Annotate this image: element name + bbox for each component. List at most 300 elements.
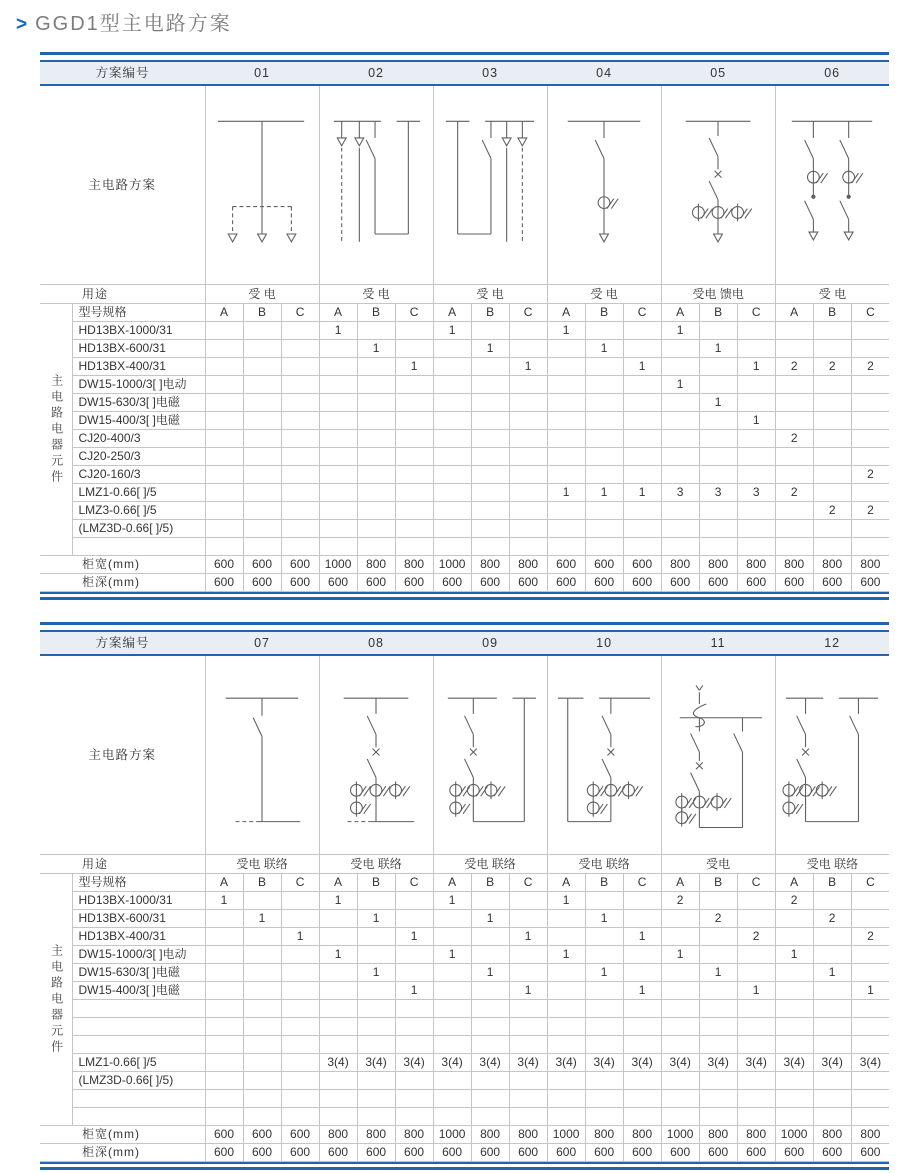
phase-column-header: B bbox=[243, 304, 281, 322]
quantity-cell bbox=[775, 964, 813, 982]
quantity-cell bbox=[623, 502, 661, 520]
quantity-cell bbox=[357, 982, 395, 1000]
quantity-cell bbox=[699, 892, 737, 910]
cabinet-depth-row-value: 600 bbox=[813, 574, 851, 592]
circuit-diagram-07 bbox=[206, 657, 318, 853]
quantity-cell bbox=[319, 448, 357, 466]
model-spec-row bbox=[40, 874, 889, 892]
equipment-label: DW15-400/3[ ]电磁 bbox=[72, 982, 205, 1000]
quantity-cell bbox=[623, 1036, 661, 1054]
phase-column-header: B bbox=[585, 304, 623, 322]
quantity-cell: 1 bbox=[851, 982, 889, 1000]
quantity-cell bbox=[357, 484, 395, 502]
quantity-cell bbox=[395, 1072, 433, 1090]
circuit-diagram-08 bbox=[320, 657, 432, 853]
quantity-cell bbox=[281, 520, 319, 538]
quantity-cell bbox=[851, 910, 889, 928]
quantity-cell bbox=[661, 448, 699, 466]
quantity-cell bbox=[205, 982, 243, 1000]
cabinet-width-row-value: 1000 bbox=[547, 1126, 585, 1144]
quantity-cell bbox=[851, 538, 889, 556]
quantity-cell bbox=[699, 358, 737, 376]
quantity-cell bbox=[205, 322, 243, 340]
quantity-cell bbox=[585, 982, 623, 1000]
scheme-table-grid-2 bbox=[40, 630, 889, 1162]
cabinet-depth-row-value: 600 bbox=[281, 574, 319, 592]
usage-value: 受电 联络 bbox=[775, 855, 889, 874]
scheme-number: 03 bbox=[433, 61, 547, 85]
usage-value: 受电 联络 bbox=[547, 855, 661, 874]
quantity-cell bbox=[395, 1090, 433, 1108]
quantity-cell bbox=[205, 376, 243, 394]
equipment-label: DW15-630/3[ ]电磁 bbox=[72, 394, 205, 412]
equipment-row bbox=[40, 430, 889, 448]
quantity-cell bbox=[661, 928, 699, 946]
quantity-cell bbox=[357, 394, 395, 412]
quantity-cell bbox=[813, 1108, 851, 1126]
quantity-cell bbox=[433, 412, 471, 430]
quantity-cell bbox=[471, 430, 509, 448]
phase-column-header: C bbox=[737, 874, 775, 892]
diagram-row-label: 主电路方案 bbox=[40, 85, 205, 285]
table-bottom-rules bbox=[40, 592, 889, 600]
equipment-label bbox=[72, 538, 205, 556]
quantity-cell bbox=[395, 910, 433, 928]
circuit-diagram-01 bbox=[206, 87, 318, 283]
usage-value: 受电 馈电 bbox=[661, 285, 775, 304]
equipment-row bbox=[40, 946, 889, 964]
quantity-cell bbox=[547, 358, 585, 376]
quantity-cell bbox=[395, 448, 433, 466]
equipment-row bbox=[40, 340, 889, 358]
quantity-cell bbox=[737, 340, 775, 358]
quantity-cell bbox=[623, 340, 661, 358]
phase-column-header: C bbox=[509, 874, 547, 892]
cabinet-width-row-value: 800 bbox=[585, 1126, 623, 1144]
equipment-row bbox=[40, 1090, 889, 1108]
circuit-cell-09 bbox=[433, 655, 547, 855]
cabinet-width-row-value: 1000 bbox=[319, 556, 357, 574]
quantity-cell bbox=[737, 1036, 775, 1054]
scheme-number: 04 bbox=[547, 61, 661, 85]
cabinet-depth-row-value: 600 bbox=[851, 574, 889, 592]
circuit-diagram-11 bbox=[662, 657, 774, 853]
quantity-cell bbox=[547, 520, 585, 538]
cabinet-depth-row-value: 600 bbox=[243, 574, 281, 592]
quantity-cell: 1 bbox=[737, 412, 775, 430]
quantity-cell bbox=[357, 538, 395, 556]
quantity-cell bbox=[585, 412, 623, 430]
quantity-cell bbox=[243, 322, 281, 340]
quantity-cell: 3(4) bbox=[813, 1054, 851, 1072]
quantity-cell bbox=[319, 964, 357, 982]
quantity-cell bbox=[547, 928, 585, 946]
quantity-cell bbox=[813, 982, 851, 1000]
quantity-cell bbox=[471, 1108, 509, 1126]
quantity-cell: 2 bbox=[775, 358, 813, 376]
quantity-cell: 1 bbox=[433, 892, 471, 910]
quantity-cell bbox=[471, 1036, 509, 1054]
quantity-cell bbox=[319, 412, 357, 430]
quantity-cell bbox=[585, 466, 623, 484]
quantity-cell bbox=[395, 538, 433, 556]
equipment-row bbox=[40, 1072, 889, 1090]
quantity-cell bbox=[205, 1018, 243, 1036]
quantity-cell bbox=[471, 502, 509, 520]
quantity-cell: 1 bbox=[319, 322, 357, 340]
cabinet-depth-row-value: 600 bbox=[737, 574, 775, 592]
quantity-cell: 3(4) bbox=[547, 1054, 585, 1072]
quantity-cell bbox=[851, 322, 889, 340]
cabinet-width-row-value: 800 bbox=[395, 556, 433, 574]
usage-value: 受电 联络 bbox=[433, 855, 547, 874]
quantity-cell bbox=[357, 358, 395, 376]
cabinet-depth-row-value: 600 bbox=[471, 574, 509, 592]
phase-column-header: C bbox=[851, 304, 889, 322]
quantity-cell bbox=[661, 520, 699, 538]
quantity-cell bbox=[471, 358, 509, 376]
quantity-cell bbox=[509, 538, 547, 556]
cabinet-depth-row-value: 600 bbox=[775, 1144, 813, 1162]
quantity-cell bbox=[813, 1000, 851, 1018]
cabinet-width-row-value: 800 bbox=[851, 1126, 889, 1144]
quantity-cell bbox=[737, 1000, 775, 1018]
equipment-row bbox=[40, 358, 889, 376]
quantity-cell bbox=[813, 466, 851, 484]
quantity-cell bbox=[547, 964, 585, 982]
quantity-cell bbox=[471, 376, 509, 394]
quantity-cell: 3 bbox=[737, 484, 775, 502]
quantity-cell bbox=[281, 448, 319, 466]
quantity-cell bbox=[357, 892, 395, 910]
quantity-cell bbox=[433, 502, 471, 520]
table-top-rule bbox=[40, 52, 889, 55]
quantity-cell: 2 bbox=[813, 910, 851, 928]
quantity-cell bbox=[585, 394, 623, 412]
quantity-cell: 1 bbox=[623, 484, 661, 502]
quantity-cell bbox=[433, 1090, 471, 1108]
quantity-cell bbox=[205, 1054, 243, 1072]
cabinet-depth-row-value: 600 bbox=[395, 1144, 433, 1162]
quantity-cell: 1 bbox=[737, 358, 775, 376]
quantity-cell bbox=[433, 538, 471, 556]
cabinet-depth-row-value: 600 bbox=[357, 574, 395, 592]
sidebar-vertical-cell bbox=[40, 874, 72, 1126]
equipment-row bbox=[40, 910, 889, 928]
circuit-cell-10 bbox=[547, 655, 661, 855]
quantity-cell bbox=[661, 466, 699, 484]
cabinet-width-row-value: 800 bbox=[661, 556, 699, 574]
quantity-cell bbox=[737, 946, 775, 964]
quantity-cell bbox=[547, 1108, 585, 1126]
quantity-cell bbox=[281, 376, 319, 394]
scheme-number: 10 bbox=[547, 631, 661, 655]
quantity-cell bbox=[243, 358, 281, 376]
cabinet-width-row-value: 800 bbox=[357, 1126, 395, 1144]
quantity-cell bbox=[357, 322, 395, 340]
quantity-cell bbox=[775, 448, 813, 466]
quantity-cell bbox=[471, 322, 509, 340]
quantity-cell: 2 bbox=[851, 928, 889, 946]
quantity-cell bbox=[243, 892, 281, 910]
quantity-cell bbox=[433, 928, 471, 946]
quantity-cell bbox=[851, 484, 889, 502]
quantity-cell bbox=[433, 1072, 471, 1090]
equipment-row bbox=[40, 412, 889, 430]
quantity-cell bbox=[243, 1036, 281, 1054]
quantity-cell bbox=[585, 1090, 623, 1108]
circuit-diagram-12 bbox=[776, 657, 888, 853]
quantity-cell bbox=[357, 430, 395, 448]
quantity-cell bbox=[699, 412, 737, 430]
quantity-cell bbox=[775, 520, 813, 538]
quantity-cell bbox=[205, 484, 243, 502]
quantity-cell bbox=[851, 892, 889, 910]
quantity-cell bbox=[357, 412, 395, 430]
quantity-cell bbox=[547, 412, 585, 430]
quantity-cell: 2 bbox=[699, 910, 737, 928]
cabinet-depth-row-value: 600 bbox=[585, 574, 623, 592]
quantity-cell bbox=[319, 1072, 357, 1090]
cabinet-width-row-value: 600 bbox=[281, 1126, 319, 1144]
cabinet-width-row-value: 600 bbox=[205, 1126, 243, 1144]
phase-column-header: B bbox=[471, 304, 509, 322]
quantity-cell: 3(4) bbox=[509, 1054, 547, 1072]
usage-value: 受 电 bbox=[205, 285, 319, 304]
quantity-cell bbox=[357, 448, 395, 466]
cabinet-width-row-value: 800 bbox=[509, 1126, 547, 1144]
quantity-cell bbox=[585, 1000, 623, 1018]
quantity-cell bbox=[243, 1108, 281, 1126]
quantity-cell bbox=[281, 412, 319, 430]
scheme-table-grid-1 bbox=[40, 60, 889, 592]
cabinet-depth-row-value: 600 bbox=[319, 1144, 357, 1162]
circuit-diagram-03 bbox=[434, 87, 546, 283]
quantity-cell bbox=[699, 502, 737, 520]
sidebar-vertical-text: 主电路电器元件 bbox=[49, 373, 64, 486]
quantity-cell bbox=[433, 484, 471, 502]
sidebar-vertical-cell bbox=[40, 304, 72, 556]
quantity-cell bbox=[699, 322, 737, 340]
cabinet-width-row-value: 800 bbox=[699, 1126, 737, 1144]
scheme-number-header-label: 方案编号 bbox=[40, 631, 205, 655]
quantity-cell bbox=[205, 928, 243, 946]
quantity-cell bbox=[243, 430, 281, 448]
quantity-cell bbox=[357, 1000, 395, 1018]
quantity-cell bbox=[319, 466, 357, 484]
cabinet-depth-row-value: 600 bbox=[851, 1144, 889, 1162]
quantity-cell bbox=[585, 358, 623, 376]
quantity-cell bbox=[243, 466, 281, 484]
cabinet-width-row-value: 800 bbox=[851, 556, 889, 574]
quantity-cell bbox=[661, 430, 699, 448]
quantity-cell bbox=[661, 982, 699, 1000]
phase-column-header: C bbox=[851, 874, 889, 892]
quantity-cell bbox=[813, 448, 851, 466]
phase-column-header: B bbox=[813, 874, 851, 892]
quantity-cell bbox=[319, 928, 357, 946]
quantity-cell bbox=[281, 1018, 319, 1036]
quantity-cell bbox=[661, 340, 699, 358]
scheme-number: 01 bbox=[205, 61, 319, 85]
quantity-cell: 3(4) bbox=[661, 1054, 699, 1072]
title-arrow-icon: > bbox=[16, 14, 28, 35]
quantity-cell bbox=[433, 340, 471, 358]
quantity-cell bbox=[357, 1018, 395, 1036]
circuit-diagram-09 bbox=[434, 657, 546, 853]
quantity-cell bbox=[471, 394, 509, 412]
quantity-cell bbox=[509, 322, 547, 340]
quantity-cell bbox=[205, 538, 243, 556]
cabinet-width-row-value: 600 bbox=[623, 556, 661, 574]
equipment-label: CJ20-400/3 bbox=[72, 430, 205, 448]
quantity-cell: 1 bbox=[319, 892, 357, 910]
scheme-header-row bbox=[40, 631, 889, 655]
quantity-cell bbox=[281, 322, 319, 340]
phase-column-header: A bbox=[661, 874, 699, 892]
quantity-cell bbox=[661, 358, 699, 376]
equipment-label: HD13BX-600/31 bbox=[72, 340, 205, 358]
quantity-cell: 1 bbox=[737, 982, 775, 1000]
diagram-row-label: 主电路方案 bbox=[40, 655, 205, 855]
quantity-cell: 1 bbox=[699, 964, 737, 982]
quantity-cell bbox=[547, 1090, 585, 1108]
quantity-cell: 2 bbox=[661, 892, 699, 910]
cabinet-depth-row-value: 600 bbox=[433, 1144, 471, 1162]
quantity-cell bbox=[775, 928, 813, 946]
equipment-label: LMZ1-0.66[ ]/5 bbox=[72, 1054, 205, 1072]
cabinet-depth-row-value: 600 bbox=[471, 1144, 509, 1162]
scheme-number: 09 bbox=[433, 631, 547, 655]
quantity-cell: 3(4) bbox=[319, 1054, 357, 1072]
quantity-cell bbox=[585, 1108, 623, 1126]
equipment-row bbox=[40, 1036, 889, 1054]
equipment-row bbox=[40, 928, 889, 946]
quantity-cell bbox=[471, 946, 509, 964]
quantity-cell bbox=[813, 946, 851, 964]
quantity-cell bbox=[357, 946, 395, 964]
quantity-cell bbox=[737, 322, 775, 340]
quantity-cell bbox=[775, 1018, 813, 1036]
quantity-cell bbox=[661, 502, 699, 520]
equipment-row bbox=[40, 394, 889, 412]
cabinet-depth-row-value: 600 bbox=[509, 574, 547, 592]
quantity-cell bbox=[509, 520, 547, 538]
quantity-cell bbox=[319, 502, 357, 520]
quantity-cell: 1 bbox=[205, 892, 243, 910]
cabinet-depth-row-value: 600 bbox=[205, 574, 243, 592]
quantity-cell bbox=[737, 394, 775, 412]
model-spec-label: 型号规格 bbox=[72, 304, 205, 322]
quantity-cell bbox=[509, 1000, 547, 1018]
quantity-cell bbox=[395, 340, 433, 358]
quantity-cell bbox=[851, 394, 889, 412]
quantity-cell bbox=[661, 964, 699, 982]
quantity-cell: 2 bbox=[775, 430, 813, 448]
quantity-cell bbox=[509, 394, 547, 412]
quantity-cell bbox=[623, 1072, 661, 1090]
usage-value: 受 电 bbox=[319, 285, 433, 304]
quantity-cell: 2 bbox=[851, 466, 889, 484]
quantity-cell bbox=[623, 538, 661, 556]
cabinet-width-row-value: 1000 bbox=[433, 556, 471, 574]
equipment-label: DW15-1000/3[ ]电动 bbox=[72, 946, 205, 964]
quantity-cell: 1 bbox=[509, 982, 547, 1000]
phase-column-header: A bbox=[319, 874, 357, 892]
quantity-cell bbox=[547, 502, 585, 520]
cabinet-width-row-value: 800 bbox=[471, 1126, 509, 1144]
quantity-cell bbox=[281, 340, 319, 358]
quantity-cell bbox=[205, 520, 243, 538]
scheme-header-row bbox=[40, 61, 889, 85]
equipment-row bbox=[40, 538, 889, 556]
quantity-cell bbox=[433, 466, 471, 484]
quantity-cell bbox=[737, 892, 775, 910]
phase-column-header: A bbox=[547, 874, 585, 892]
quantity-cell bbox=[547, 1018, 585, 1036]
equipment-row bbox=[40, 1000, 889, 1018]
quantity-cell bbox=[471, 892, 509, 910]
cabinet-depth-row bbox=[40, 1144, 889, 1162]
quantity-cell bbox=[699, 1108, 737, 1126]
quantity-cell bbox=[737, 430, 775, 448]
quantity-cell bbox=[623, 1000, 661, 1018]
quantity-cell bbox=[851, 340, 889, 358]
cabinet-depth-row-value: 600 bbox=[737, 1144, 775, 1162]
usage-row-label: 用途 bbox=[40, 285, 205, 304]
scheme-table-block-2 bbox=[40, 622, 889, 1170]
quantity-cell bbox=[699, 520, 737, 538]
quantity-cell bbox=[585, 1018, 623, 1036]
quantity-cell bbox=[813, 1072, 851, 1090]
equipment-row bbox=[40, 484, 889, 502]
quantity-cell bbox=[395, 1000, 433, 1018]
quantity-cell bbox=[699, 946, 737, 964]
quantity-cell bbox=[737, 1090, 775, 1108]
quantity-cell bbox=[737, 538, 775, 556]
quantity-cell: 1 bbox=[509, 928, 547, 946]
quantity-cell bbox=[699, 1000, 737, 1018]
equipment-row bbox=[40, 466, 889, 484]
quantity-cell bbox=[281, 466, 319, 484]
quantity-cell: 3(4) bbox=[471, 1054, 509, 1072]
cabinet-depth-row-value: 600 bbox=[623, 574, 661, 592]
quantity-cell bbox=[661, 1108, 699, 1126]
circuit-cell-04 bbox=[547, 85, 661, 285]
quantity-cell bbox=[813, 1036, 851, 1054]
quantity-cell bbox=[737, 964, 775, 982]
phase-column-header: C bbox=[737, 304, 775, 322]
quantity-cell bbox=[395, 394, 433, 412]
quantity-cell bbox=[851, 1090, 889, 1108]
quantity-cell bbox=[775, 502, 813, 520]
quantity-cell bbox=[775, 538, 813, 556]
equipment-row bbox=[40, 1018, 889, 1036]
quantity-cell bbox=[547, 448, 585, 466]
quantity-cell bbox=[395, 466, 433, 484]
cabinet-width-row-value: 800 bbox=[775, 556, 813, 574]
quantity-cell bbox=[357, 466, 395, 484]
quantity-cell bbox=[623, 430, 661, 448]
quantity-cell bbox=[205, 964, 243, 982]
quantity-cell bbox=[243, 484, 281, 502]
quantity-cell bbox=[547, 466, 585, 484]
quantity-cell bbox=[813, 538, 851, 556]
cabinet-depth-row-value: 600 bbox=[623, 1144, 661, 1162]
quantity-cell bbox=[585, 520, 623, 538]
quantity-cell bbox=[281, 1108, 319, 1126]
cabinet-depth-row-value: 600 bbox=[319, 574, 357, 592]
